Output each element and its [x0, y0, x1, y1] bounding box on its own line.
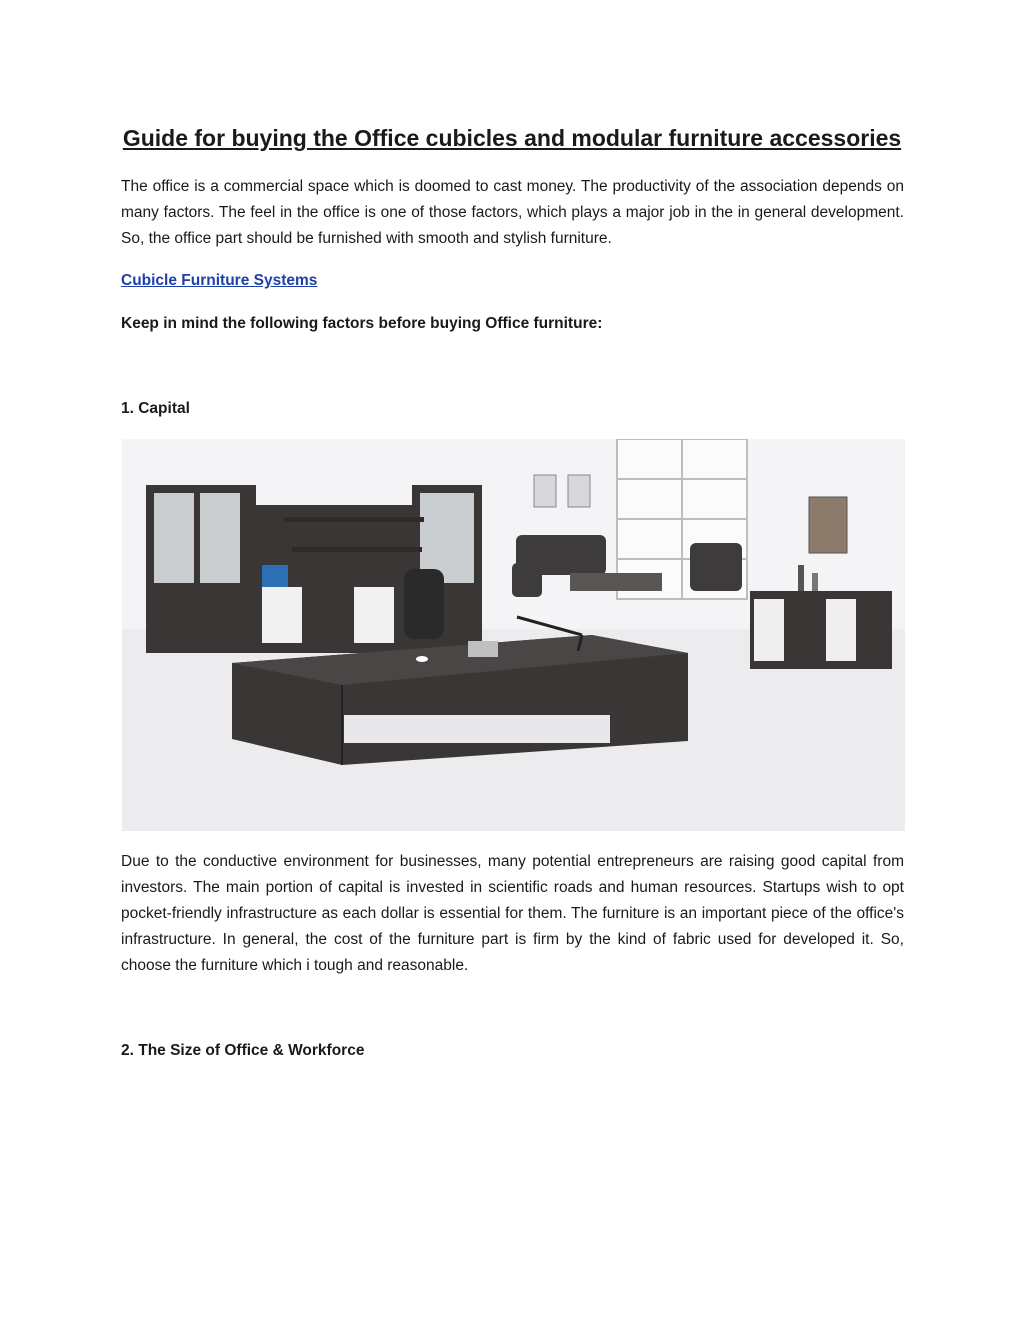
cubicle-furniture-link[interactable]: Cubicle Furniture Systems: [121, 272, 318, 289]
factors-heading: Keep in mind the following factors before buying Office furniture:: [121, 315, 603, 332]
section-size-heading: 2. The Size of Office & Workforce: [121, 1042, 365, 1059]
capital-paragraph: Due to the conductive environment for businesses, many potential entrepreneurs are raising good capital from investors. The main portion of capital is invested in scientific roads and human resources. Startups wish to opt pocket-friendly infrastructure as each dollar is essential for them. The furniture is an important piece of the office's infrastructure. In general, the cost of the furniture part is firm by the kind of fabric used for developed it. So, choose the furniture which i tough and reasonable.: [121, 853, 904, 974]
office-furniture-photo: [122, 439, 905, 831]
section-capital-heading: 1. Capital: [121, 400, 190, 417]
document-title: Guide for buying the Office cubicles and modular furniture accessories: [122, 125, 902, 151]
intro-paragraph: The office is a commercial space which is doomed to cast money. The productivity of the association depends on many factors. The feel in the office is one of those factors, which plays a major job in the in general development. So, the office part should be furnished with smooth and stylish furniture.: [121, 178, 904, 247]
